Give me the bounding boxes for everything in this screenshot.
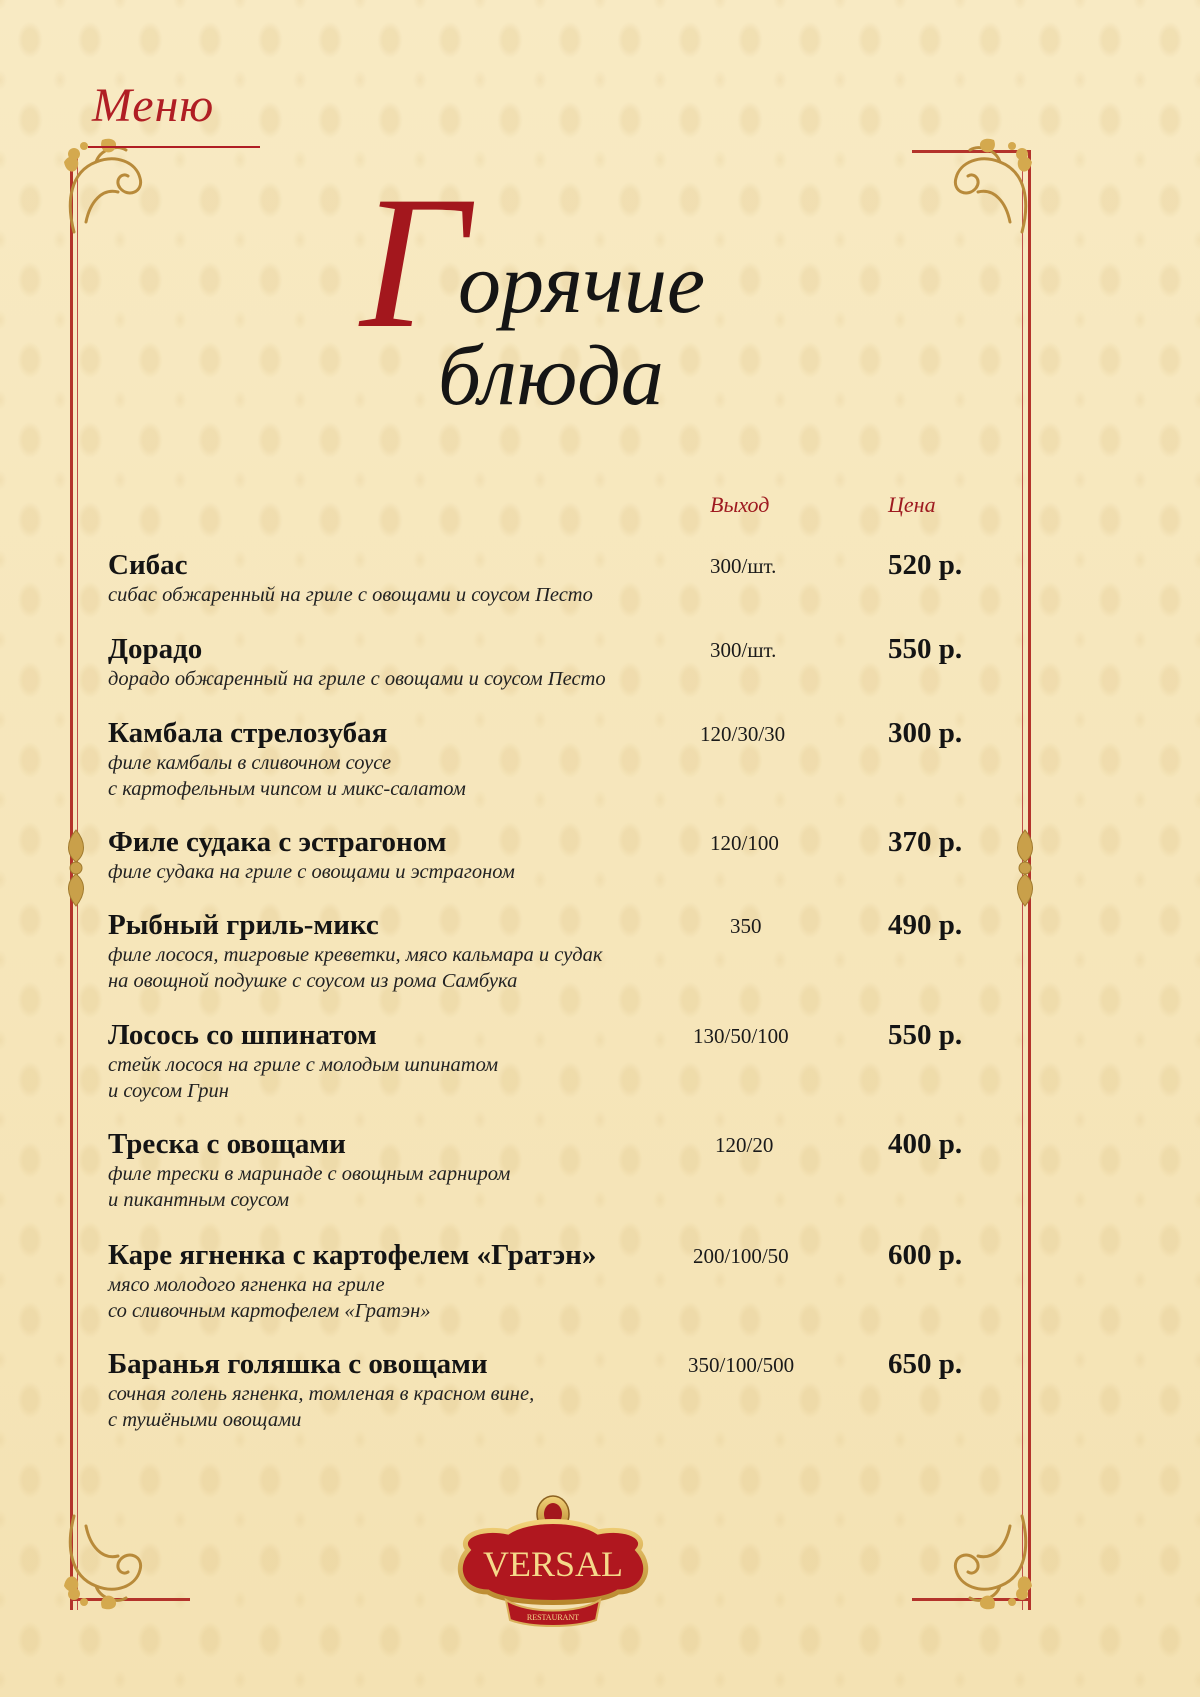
- item-description: филе лосося, тигровые креветки, мясо кальмара и судак: [108, 944, 603, 966]
- menu-item: [108, 908, 988, 1018]
- title-initial: Г: [360, 158, 469, 368]
- item-price: 400 р.: [888, 1128, 963, 1160]
- title-line-2: блюда: [438, 327, 664, 423]
- item-name: Баранья голяшка с овощами: [108, 1348, 488, 1380]
- item-name: Сибас: [108, 549, 188, 581]
- item-weight: 120/20: [715, 1133, 774, 1157]
- item-description: с тушёными овощами: [108, 1409, 302, 1431]
- item-weight: 350/100/500: [688, 1353, 795, 1377]
- item-description: сочная голень ягненка, томленая в красном вине,: [108, 1383, 535, 1405]
- menu-item: [108, 1347, 988, 1437]
- item-weight: 130/50/100: [693, 1024, 789, 1048]
- item-description: филе судака на гриле с овощами и эстрагоном: [108, 861, 515, 883]
- versal-logo: [448, 1488, 658, 1628]
- item-price: 550 р.: [888, 633, 963, 665]
- item-description: со сливочным картофелем «Гратэн»: [108, 1300, 431, 1322]
- item-name: Треска с овощами: [108, 1128, 346, 1160]
- logo-brand-text: VERSAL: [482, 1544, 624, 1584]
- item-weight: 120/30/30: [700, 722, 786, 746]
- menu-item: [108, 825, 988, 908]
- menu-item: [108, 716, 988, 825]
- item-description: мясо молодого ягненка на гриле: [108, 1274, 385, 1296]
- corner-ornament-top-right: [940, 132, 1040, 242]
- menu-label: Меню: [92, 79, 215, 132]
- item-price: 300 р.: [888, 717, 963, 749]
- item-name: Рыбный гриль-микс: [108, 909, 379, 941]
- item-price: 550 р.: [888, 1019, 963, 1051]
- item-price: 650 р.: [888, 1348, 963, 1380]
- menu-item: [108, 1127, 988, 1238]
- item-weight: 300/шт.: [710, 638, 777, 662]
- item-weight: 120/100: [710, 831, 779, 855]
- corner-ornament-bottom-right: [940, 1506, 1040, 1616]
- item-price: 490 р.: [888, 909, 963, 941]
- item-name: Лосось со шпинатом: [108, 1019, 377, 1051]
- menu-underline: [88, 146, 260, 148]
- logo-sub-text: RESTAURANT: [526, 1613, 580, 1622]
- item-weight: 200/100/50: [693, 1244, 789, 1268]
- item-description: филе камбалы в сливочном соусе: [108, 752, 392, 774]
- item-description: и соусом Грин: [108, 1080, 229, 1102]
- menu-items-list: [108, 548, 988, 1437]
- item-weight: 300/шт.: [710, 554, 777, 578]
- menu-item: [108, 632, 988, 716]
- item-price: 370 р.: [888, 826, 963, 858]
- corner-ornament-top-left: [56, 132, 156, 242]
- item-description: сибас обжаренный на гриле с овощами и соусом Песто: [108, 584, 593, 606]
- menu-item: [108, 1238, 988, 1347]
- item-name: Камбала стрелозубая: [108, 717, 388, 749]
- item-weight: 350: [730, 914, 762, 938]
- menu-item: [108, 1018, 988, 1127]
- column-price-header: Цена: [888, 492, 936, 517]
- item-description: дорадо обжаренный на гриле с овощами и соусом Песто: [108, 668, 606, 690]
- item-description: на овощной подушке с соусом из рома Самбука: [108, 970, 518, 992]
- column-weight-header: Выход: [710, 492, 770, 517]
- item-description: стейк лосося на гриле с молодым шпинатом: [108, 1054, 499, 1076]
- menu-item: [108, 548, 988, 632]
- corner-ornament-bottom-left: [56, 1506, 156, 1616]
- title-line-1: орячие: [458, 235, 706, 331]
- item-description: с картофельным чипсом и микс-салатом: [108, 778, 466, 800]
- item-name: Дорадо: [108, 633, 203, 665]
- item-price: 520 р.: [888, 549, 963, 581]
- item-price: 600 р.: [888, 1239, 963, 1271]
- item-description: филе трески в маринаде с овощным гарниром: [108, 1163, 511, 1185]
- item-name: Каре ягненка с картофелем «Гратэн»: [108, 1239, 597, 1271]
- side-ornament-left: [60, 828, 92, 908]
- item-description: и пикантным соусом: [108, 1189, 290, 1211]
- item-name: Филе судака с эстрагоном: [108, 826, 447, 858]
